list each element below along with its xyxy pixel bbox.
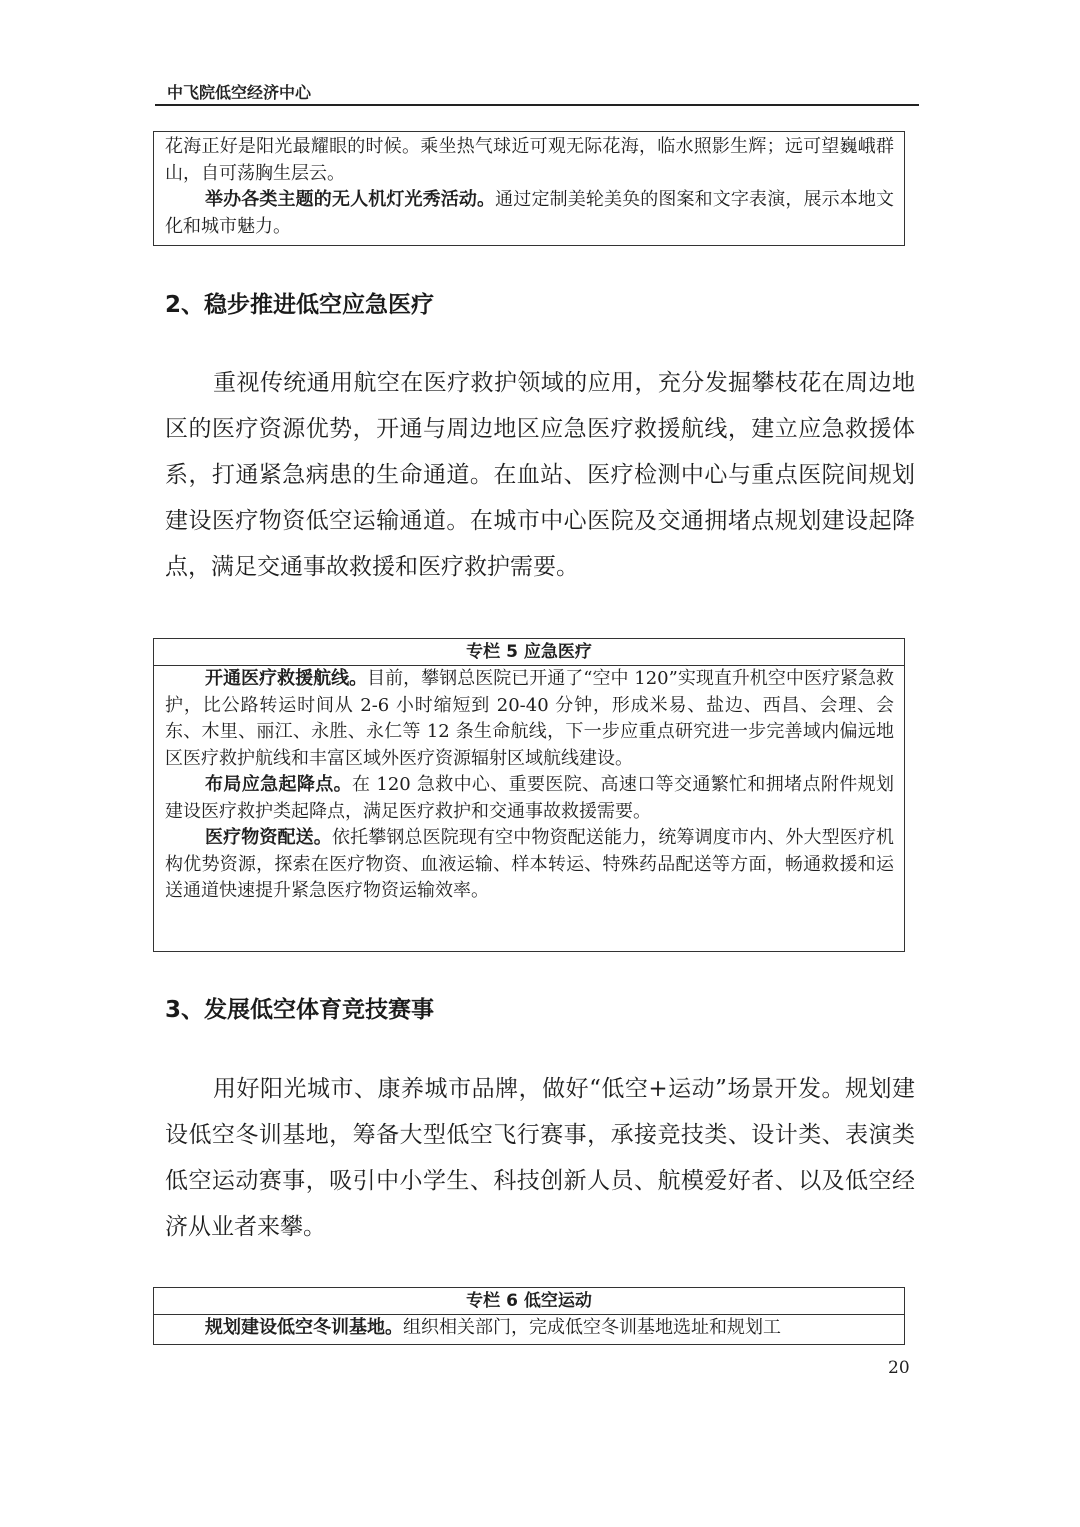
box-item-text: 在 120 急救中心、重要医院、高速口等交通繁忙和拥堵点附件规划建设医疗救护类起降点，满足医疗救护和交通事故救援需要。 bbox=[165, 774, 894, 822]
header-title: 中飞院低空经济中心 bbox=[167, 83, 312, 102]
box-item-title: 布局应急起降点。 bbox=[205, 774, 352, 795]
box-item-title: 举办各类主题的无人机灯光秀活动。 bbox=[205, 189, 496, 210]
section-heading: 3、发展低空体育竞技赛事 bbox=[165, 997, 435, 1023]
column-box-title: 专栏 5 应急医疗 bbox=[154, 639, 904, 666]
body-paragraph: 重视传统通用航空在医疗救护领域的应用，充分发掘攀枝花在周边地区的医疗资源优势，开通与周边地区应急医疗救援航线，建立应急救援体系，打通紧急病患的生命通道。在血站、医疗检测中心与重点医院间规划建设医疗物资低空运输通道。在城市中心医院及交通拥堵点规划建设起降点，满足交通事故救援和医疗救护需要。 bbox=[165, 370, 915, 580]
box-item-title: 规划建设低空冬训基地。 bbox=[205, 1317, 403, 1338]
box-item bbox=[165, 825, 894, 905]
continued-column-box bbox=[153, 131, 905, 246]
box-item bbox=[165, 187, 894, 240]
box-item-title: 医疗物资配送。 bbox=[205, 827, 332, 848]
box-item bbox=[165, 772, 894, 825]
page-number: 20 bbox=[888, 1358, 910, 1378]
box-item-text: 通过定制美轮美奂的图案和文字表演，展示本地文化和城市魅力。 bbox=[165, 189, 895, 237]
column-box-5 bbox=[153, 638, 905, 952]
body-paragraph: 用好阳光城市、康养城市品牌，做好“低空+运动”场景开发。规划建设低空冬训基地，筹备大型低空飞行赛事，承接竞技类、设计类、表演类低空运动赛事，吸引中小学生、科技创新人员、航模爱好者、以及低空经济从业者来攀。 bbox=[165, 1076, 915, 1240]
header-rule bbox=[155, 104, 919, 106]
box-item-text: 依托攀钢总医院现有空中物资配送能力，统筹调度市内、外大型医疗机构优势资源，探索在医疗物资、血液运输、样本转运、特殊药品配送等方面，畅通救援和运送通道快速提升紧急医疗物资运输效率。 bbox=[165, 827, 895, 901]
box-item-text: 组织相关部门，完成低空冬训基地选址和规划工 bbox=[403, 1317, 781, 1338]
box-item-text: 目前，攀钢总医院已开通了“空中 120”实现直升机空中医疗紧急救护，比公路转运时间从 2-6 小时缩短到 20-40 分钟，形成米易、盐边、西昌、会理、会东、木里、丽江、永胜、永仁等 12 条生命航线，下一步应重点研究进一步完善域内偏远地区医疗救护航线和丰富区域外医疗资源辐射区域航线建设。 bbox=[165, 668, 894, 769]
box-item bbox=[165, 666, 894, 772]
column-box-title: 专栏 6 低空运动 bbox=[154, 1288, 904, 1315]
box-text: 花海正好是阳光最耀眼的时候。乘坐热气球近可观无际花海，临水照影生辉；远可望巍峨群山，自可荡胸生层云。 bbox=[165, 136, 894, 184]
column-box-6 bbox=[153, 1287, 905, 1345]
box-item-title: 开通医疗救援航线。 bbox=[205, 668, 368, 689]
box-item bbox=[165, 1315, 894, 1342]
section-heading: 2、稳步推进低空应急医疗 bbox=[165, 292, 435, 318]
